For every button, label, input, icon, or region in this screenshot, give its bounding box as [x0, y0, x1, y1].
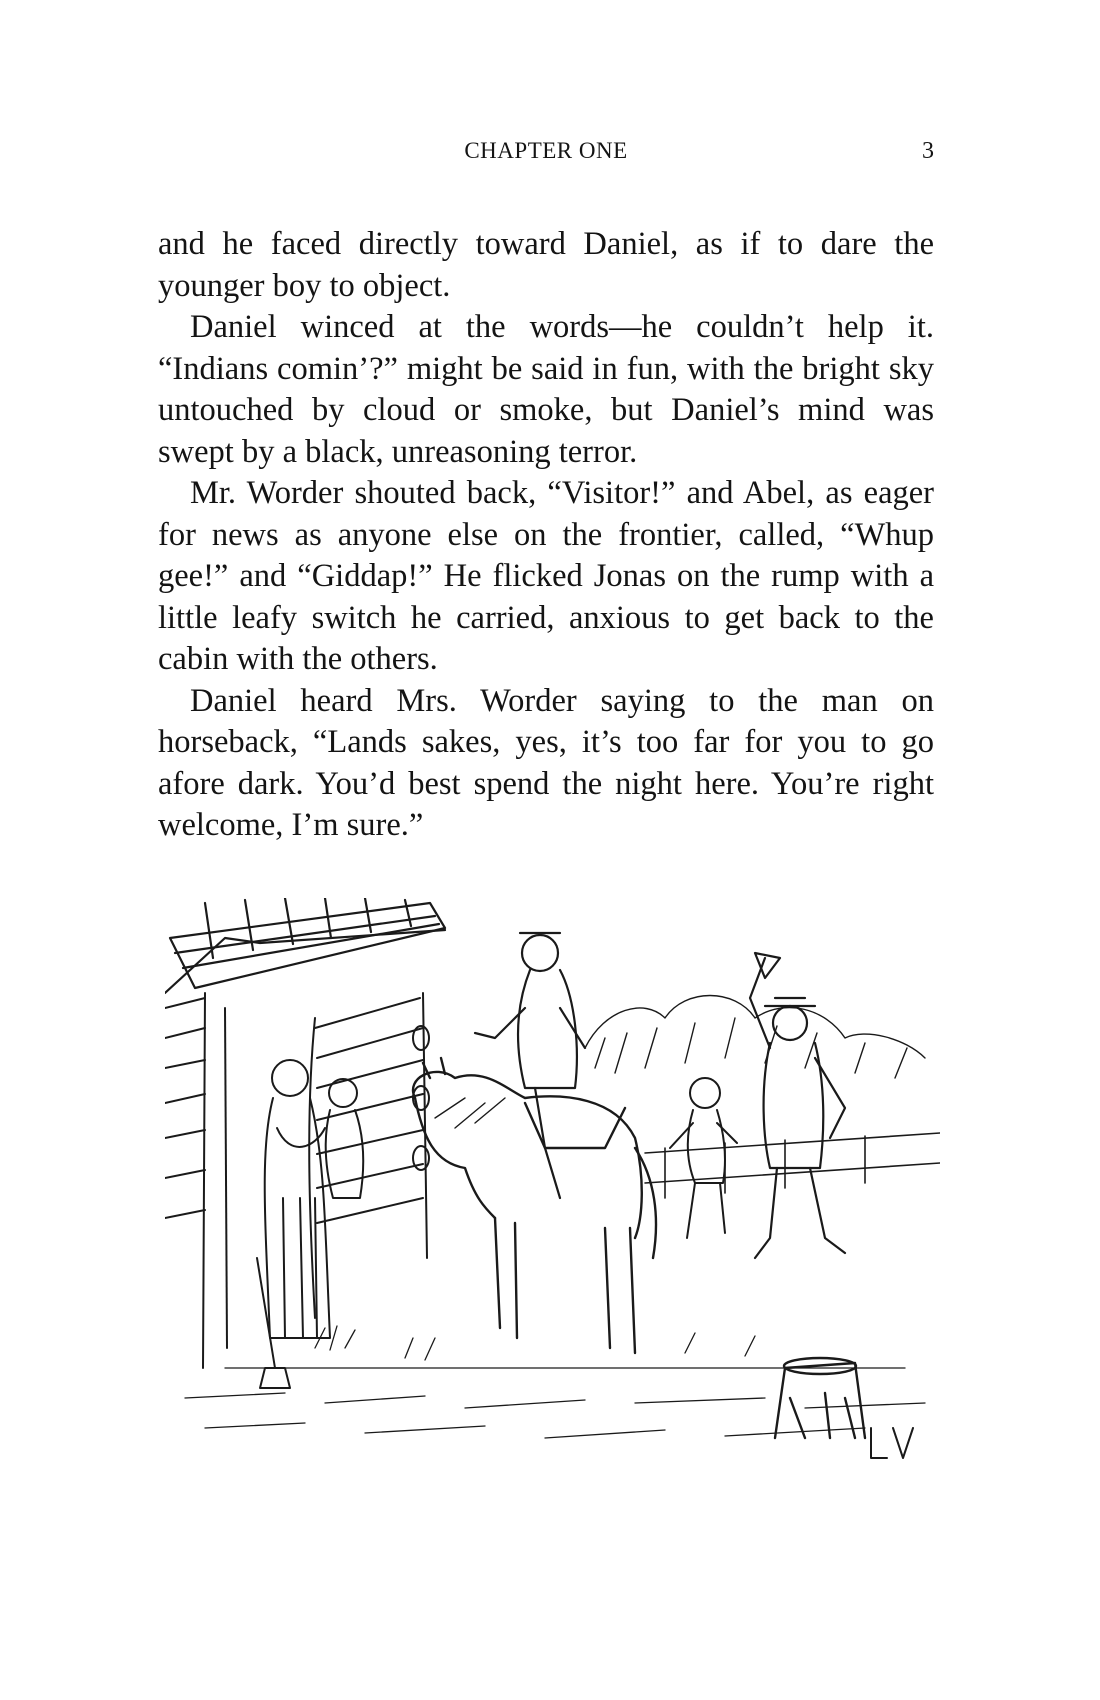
cabin-scene-drawing	[165, 898, 940, 1490]
page-number: 3	[922, 138, 934, 164]
horse-figure	[413, 1058, 656, 1353]
child-figure	[326, 1079, 364, 1198]
paragraph-4: Daniel heard Mrs. Worder saying to the man on horseback, “Lands sakes, yes, it’s too far for you to go afore dark. You’d best spend the night here. You’re right welcome, I’m sure.”	[158, 682, 934, 843]
rider-figure	[475, 933, 585, 1198]
ground	[185, 1326, 925, 1438]
paragraph-3: Mr. Worder shouted back, “Visitor!” and Abel, as eager for news as anyone else on the frontier, called, “Whup gee!” and “Giddap!” He flicked Jonas on the rump with a little leafy switch he carried, anxious to get back to the cabin with the others.	[158, 475, 934, 677]
artist-signature	[871, 1428, 913, 1458]
running-head	[158, 138, 934, 172]
cabin-wall	[165, 993, 429, 1368]
woman-figure	[265, 1060, 330, 1338]
paragraph-2: Daniel winced at the words—he couldn’t help it. “Indians comin’?” might be said in fun, with the bright sky untouched by cloud or smoke, but Daniel’s mind was swept by a black, unreasoning terror.	[158, 309, 934, 470]
paragraph-1: and he faced directly toward Daniel, as if to dare the younger boy to object.	[158, 226, 934, 304]
body-text	[158, 224, 934, 847]
cabin-roof	[165, 898, 445, 993]
background-trees	[435, 996, 925, 1129]
chapter-title: CHAPTER ONE	[464, 138, 628, 163]
tree-stump	[775, 1358, 865, 1438]
running-child	[670, 1078, 737, 1238]
man-with-axe	[750, 953, 845, 1258]
cabin-illustration	[165, 898, 940, 1490]
